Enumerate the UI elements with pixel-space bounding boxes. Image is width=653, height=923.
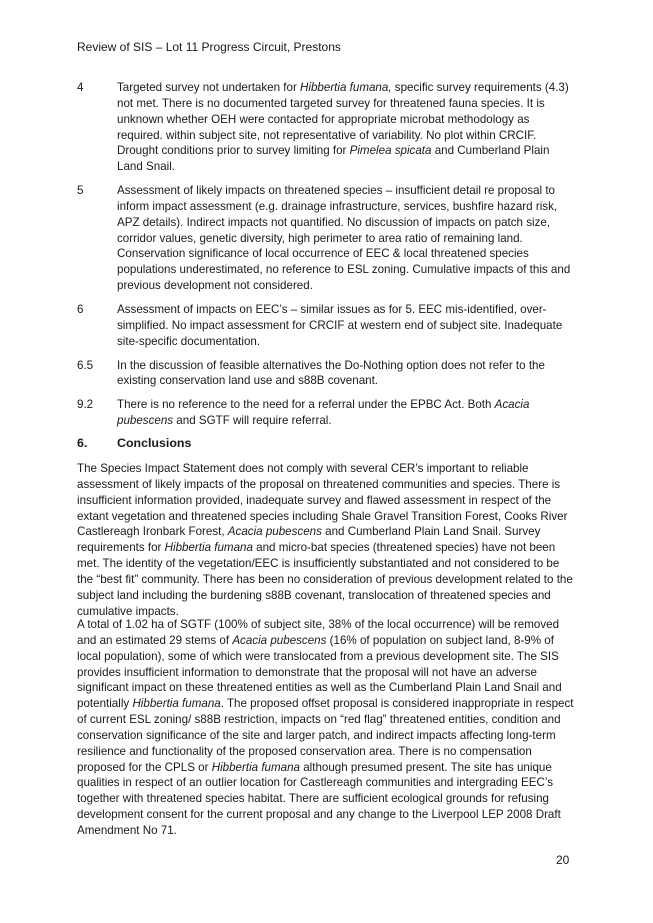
- section-number: 6.: [77, 436, 88, 450]
- review-item: [77, 183, 577, 294]
- item-number: 5: [77, 184, 84, 198]
- review-item: [77, 358, 577, 390]
- section-title: Conclusions: [117, 436, 192, 450]
- review-item: [77, 80, 577, 175]
- item-text: In the discussion of feasible alternatives the Do-Nothing option does not refer to the existing conservation land use and s88B covenant.: [117, 358, 545, 388]
- review-item: [77, 302, 577, 350]
- item-text: There is no reference to the need for a referral under the EPBC Act. Both Acacia pubescens and SGTF will require referral.: [117, 398, 530, 428]
- review-item: [77, 397, 577, 429]
- item-number: 6: [77, 302, 84, 316]
- conclusions-paragraph-1: The Species Impact Statement does not comply with several CER’s important to reliable assessment of likely impacts of the proposal on threatened communities and species. There is insufficient information provided, inadequate survey and flawed assessment in respect of the extant vegetation and threatened species including Shale Gravel Transition Forest, Cooks River Castlereagh Ironbark Forest, Acacia pubescens and Cumberland Plain Land Snail. Survey requirements for Hibbertia fumana and micro-bat species (threatened species) have not been met. The identity of the vegetation/EEC is insufficiently substantiated and not considered to be the “best fit” community. There has been no consideration of previous development related to the subject land including the burdening s88B covenant, translocation of threatened species and cumulative impacts.: [77, 462, 573, 618]
- item-number: 9.2: [77, 398, 94, 412]
- item-number: 6.5: [77, 358, 94, 372]
- item-text: Assessment of likely impacts on threatened species – insufficient detail re proposal to inform impact assessment (e.g. drainage infrastructure, services, bushfire hazard risk, APZ details). Indirect impacts not quantified. No discussion of impacts on patch size, corridor values, genetic diversity, high perimeter to area ratio of remaining land. Conservation significance of local occurrence of EEC & local threatened species populations underestimated, no reference to ESL zoning. Cumulative impacts of this and previous development not considered.: [117, 184, 571, 293]
- item-text: Targeted survey not undertaken for Hibbertia fumana, specific survey requirements (4.3) not met. There is no documented targeted survey for threatened fauna species. It is unknown whether OEH were contacted for appropriate microbat methodology as required. within subject site, not representative of variability. No plot within CRCIF. Drought conditions prior to survey limiting for Pimelea spicata and Cumberland Plain Land Snail.: [117, 81, 569, 174]
- running-header: Review of SIS – Lot 11 Progress Circuit, Prestons: [77, 40, 341, 54]
- conclusions-paragraph-2: A total of 1.02 ha of SGTF (100% of subject site, 38% of the local occurrence) will be removed and an estimated 29 stems of Acacia pubescens (16% of population on subject land, 8-9% of local population), some of which were translocated from a previous development site. The SIS provides insufficient information to demonstrate that the proposal will not have an adverse significant impact on these threatened entities as well as the Cumberland Plain Land Snail and potentially Hibbertia fumana. The proposed offset proposal is considered inappropriate in respect of current ESL zoning/ s88B restriction, impacts on “red flag” threatened entities, condition and conservation significance of the site and larger patch, and indirect impacts affecting long-term resilience and functionality of the proposed conservation area. There is no compensation proposed for the CPLS or Hibbertia fumana although presumed present. The site has unique qualities in respect of an outlier location for Castlereagh communities and intergrading EEC’s together with threatened species habitat. There are sufficient ecological grounds for refusing development consent for the current proposal and any change to the Liverpool LEP 2008 Draft Amendment No 71.: [77, 618, 574, 837]
- item-text: Assessment of impacts on EEC’s – similar issues as for 5. EEC mis-identified, over-simplified. No impact assessment for CRCIF at western end of subject site. Inadequate site-specific documentation.: [117, 302, 563, 348]
- item-number: 4: [77, 81, 84, 94]
- section-heading: [77, 436, 191, 450]
- page-number: 20: [556, 853, 570, 867]
- review-items-list: [77, 80, 577, 437]
